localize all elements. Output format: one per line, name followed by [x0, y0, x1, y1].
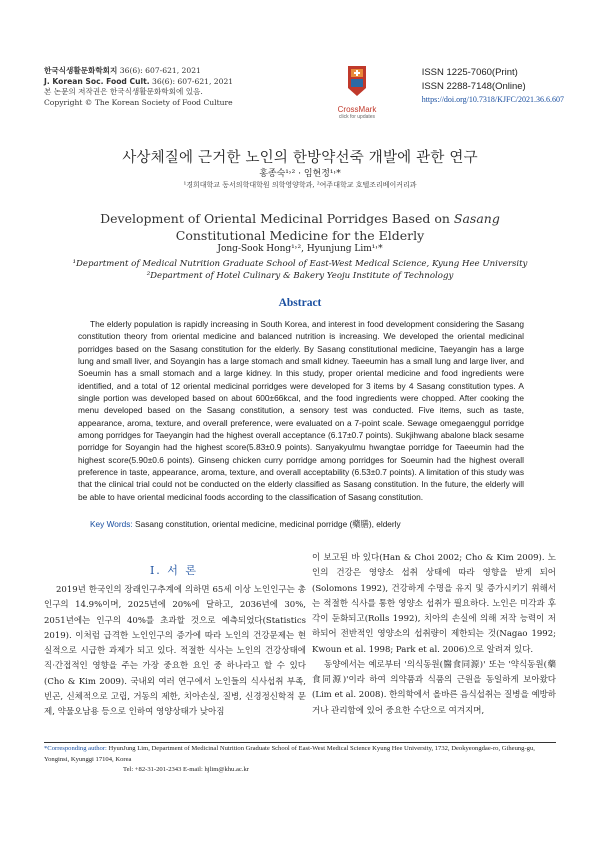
crossmark-label: CrossMark [337, 105, 377, 114]
authors-en: Jong-Sook Hong¹˒², Hyunjung Lim¹˒* [217, 244, 383, 254]
journal-name-ko: 한국식생활문화학회지 [44, 66, 118, 75]
right-paragraph-1: 이 보고된 바 있다(Han & Choi 2002; Cho & Kim 2009). 노인의 건강은 영양소 섭취 상태에 따라 영향을 받게 되어(Solomons 1992), 건강하게 수명을 유지 및 증가시키기 위해서는 적절한 식사를 통한 영양소 섭취가 필요하다. 노인은 미각과 후각이 둔화되고(Rolls 1992), 치아의 손실에 의해 저작 능력이 저하되어 전반적인 영양소의 섭취량이 제한되는 것(Nagao 1992; Kwoun et al. 1998; Park et al. 2006)으로 알려져 있다. [312, 553, 556, 655]
title-en-italic: Sasang [453, 211, 500, 226]
abstract-heading: Abstract [278, 297, 322, 309]
journal-vol-en: 36(6): 607-621, 2021 [152, 76, 234, 86]
issn-online: ISSN 2288-7148(Online) [421, 80, 526, 92]
body-column-left [44, 583, 306, 720]
journal-header [44, 66, 233, 108]
affiliation-en-2: ²Department of Hotel Culinary & Bakery Yeoju Institute of Technology [146, 270, 454, 281]
footnote [44, 744, 556, 776]
doi-link[interactable]: https://doi.org/10.7318/KJFC/2021.36.6.607 [421, 95, 564, 104]
crossmark-icon [342, 64, 372, 100]
affiliation-ko: ¹경희대학교 동서의학대학원 의학영양학과, ²여주대학교 호텔조리베이커리과 [183, 181, 417, 189]
body-column-right [312, 551, 556, 719]
issn-print: ISSN 1225-7060(Print) [421, 67, 518, 78]
journal-vol-ko: 36(6): 607-621, 2021 [119, 66, 201, 75]
authors-ko: 홍종숙¹˒² · 임현정¹˒* [259, 169, 341, 179]
crossmark-sub: click for updates [338, 114, 376, 120]
abstract-text: The elderly population is rapidly increasing in South Korea, and interest in food development considering the Sasang constitution theory from oriental medicine and balanced nutrition is increasing. We developed the oriental medicinal porridges based on the Sasang constitution for the elderly. By Sasang constitutional medicine, Taeyangin has a large lung and small liver, and Soyangin has a large stomach and small kidney. Taeeumin has a small lung and large liver, and Soeumin has a small stomach and a large kidney. In this study, proper oriental medicine and food ingredients were identified, and a total of 12 oriental medicinal porridges were developed for 3 items by 4 Sasang constitution types. A single portion was developed based on about 600±66kcal, and the food ingredients were chopped. After cooking the menu developed based on the Sasang constitution, a sensory test was conducted. Five items, such as taste, appearance, aroma, texture, and overall preference, were evaluated on a 7-point scale. Sewage omegaenggul porridge among porridges for Taeyangin had the highest overall acceptance (6.17±0.7 points). Sukjihwang abalone black sesame porridge for Soyangin had the highest score(5.83±0.9 points). Sanyakyulmu hwangtae porridge for Taeeumin had the highest score(5.90±0.6 points). Ginseng chicken curry porridge among porridges for Soeumin had the highest overall preference in taste, appearance, aroma, texture, and overall acceptability (6.53±0.7 points). A limitation of this study was that the clinical trial could not be conducted on the elderly classified as Sasang constitution. In the future, the elderly will be able to have oriental medicinal foods according to the classification of Sasang constitution. [78, 319, 524, 502]
copyright-en: Copyright © The Korean Society of Food Culture [44, 97, 233, 107]
title-en [0, 210, 600, 244]
journal-name-en: J. Korean Soc. Food Cult. [44, 76, 150, 86]
keywords-label: Key Words: [90, 519, 133, 529]
section-heading-intro: I. 서 론 [149, 564, 199, 577]
abstract-body [78, 318, 524, 503]
footnote-contact: Tel: +82-31-201-2343 E-mail: hjlim@khu.ac.kr [123, 766, 249, 773]
footnote-divider [44, 742, 556, 743]
affiliation-en [0, 259, 600, 282]
keywords [90, 518, 530, 530]
affiliation-en-1: ¹Department of Medical Nutrition Graduate School of East-West Medical Science, Kyung Hee University [72, 259, 528, 269]
crossmark-badge[interactable] [332, 64, 382, 120]
footnote-text: HyunJung Lim, Department of Medicinal Nutrition Graduate School of East-West Medical Science Kyung Hee University, 1732, Deokyeongdae-ro, Giheung-gu, Yonginsi, Kyunggi 17104, Korea [44, 745, 535, 763]
title-en-line1: Development of Oriental Medicinal Porridges Based on [100, 211, 454, 226]
copyright-ko: 본 논문의 저작권은 한국식생활문화학회에 있음. [44, 87, 203, 96]
title-ko: 사상체질에 근거한 노인의 한방약선죽 개발에 관한 연구 [122, 150, 478, 166]
issn-block [422, 66, 564, 107]
footnote-label: *Corresponding author: [44, 745, 107, 752]
keywords-list: Sasang constitution, oriental medicine, medicinal porridge (藥膳), elderly [135, 519, 401, 529]
title-en-line2: Constitutional Medicine for the Elderly [175, 228, 425, 243]
right-paragraph-2: 동양에서는 예로부터 '의식동원(醫食同源)' 또는 '약식동원(藥食同源)'이라 하여 의약품과 식품의 근원을 동일하게 보아왔다(Lim et al. 2008). 한의학에서 올바른 음식섭취는 질병을 예방하거나 관리함에 있어 중요한 수단으로 여겨지며, [312, 659, 556, 716]
left-paragraph: 2019년 한국인의 장래인구추계에 의하면 65세 이상 노인인구는 총 인구의 14.9%이며, 2025년에 20%에 달하고, 2036년에 30%, 2051년에는 인구의 40%를 초과할 것으로 예측되었다(Statistics 2019). 이처럼 급격한 노인인구의 증가에 따라 노인의 건강문제는 현실적으로 시급한 과제가 되고 있다. 적절한 식사는 노인의 건강상태에 직·간접적인 영향을 주는 가장 중요한 요인 중 하나라고 할 수 있다(Cho & Kim 2009). 국내외 여러 연구에서 노인들의 식사섭취 부족, 빈곤, 신체적으로 고립, 거동의 제한, 치아손실, 질병, 신경정신학적 문제, 약물오남용 등으로 인하여 영양상태가 낮아짐 [44, 585, 306, 717]
